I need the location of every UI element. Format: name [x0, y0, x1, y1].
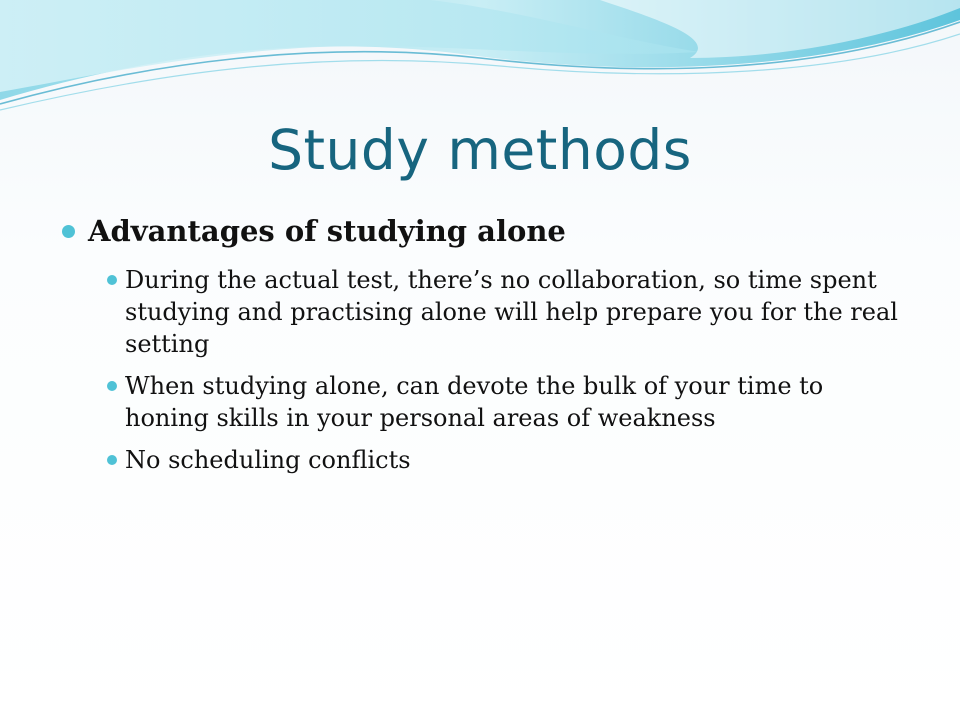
bullet-dot-icon [107, 381, 117, 391]
slide-title: Study methods [268, 118, 692, 182]
sub-bullet-text: When studying alone, can devote the bulk of your time to honing skills in your personal areas of weakness [125, 372, 824, 432]
sub-bullet-text: During the actual test, there’s no collaboration, so time spent studying and practising alone will help prepare you for the real setting [125, 266, 898, 358]
sub-bullet-item [60, 370, 910, 434]
sub-bullet-item [60, 444, 910, 476]
sub-bullet-item [60, 264, 910, 360]
main-bullet-text: Advantages of studying alone [88, 214, 566, 248]
sub-bullet-text: No scheduling conflicts [125, 446, 411, 474]
bullet-dot-icon [107, 455, 117, 465]
main-bullet [60, 212, 910, 250]
bullet-dot-icon [62, 225, 75, 238]
header-wave-decoration [0, 0, 960, 120]
sub-bullet-list [60, 264, 910, 476]
bullet-dot-icon [107, 275, 117, 285]
slide-content [60, 212, 910, 486]
